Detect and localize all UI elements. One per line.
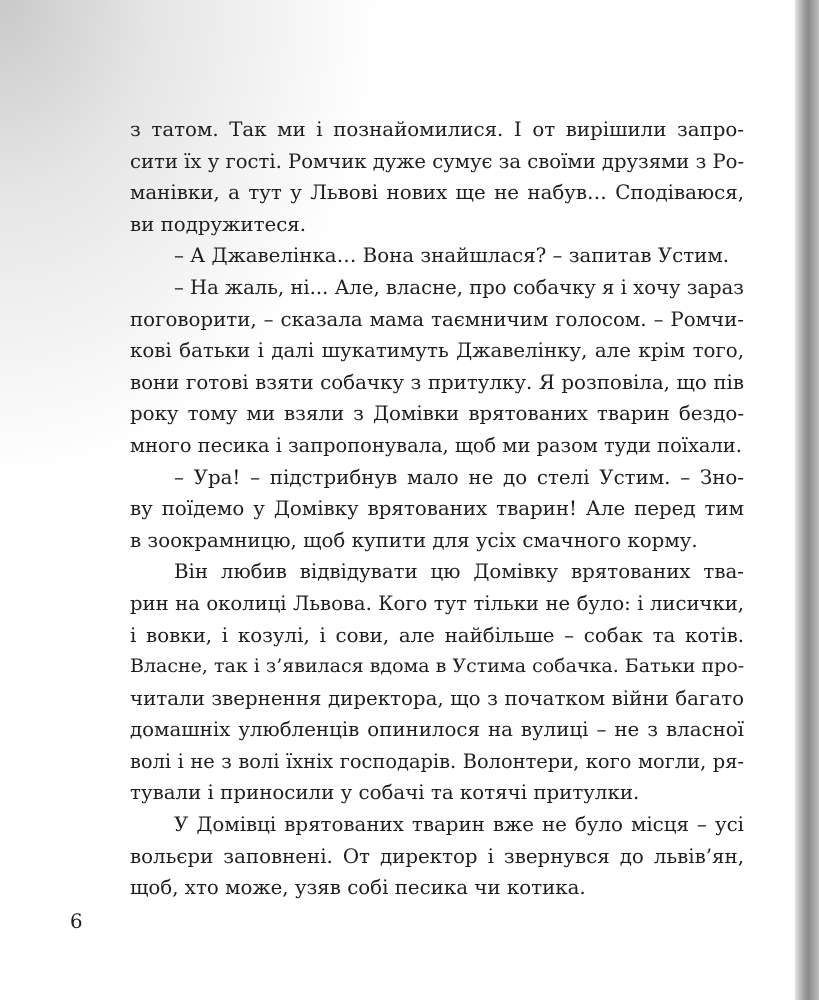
text-line: ву поїдемо у Домівку врятованих тварин! Але перед тим [130, 497, 744, 521]
page-edge-shadow [795, 0, 819, 1000]
page-number: 6 [70, 910, 83, 933]
text-line: кові батьки і далі шукатимуть Джавелінку, але крім того, [130, 339, 744, 363]
text-line: читали звернення директора, що з початком війни багато [130, 686, 744, 710]
text-line: з татом. Так ми і познайомилися. І от вирішили запро- [130, 118, 744, 141]
text-line: Він любив відвідувати цю Домівку врятованих тва- [174, 560, 744, 584]
text-line: щоб, хто може, узяв собі песика чи котика. [130, 876, 586, 900]
text-line: ви подружитеся. [130, 212, 307, 236]
text-line: Власне, так і з’явилася вдома в Устима собачка. Батьки про- [130, 655, 745, 678]
text-line: рин на околиці Львова. Кого тут тільки не було: і лисички, [130, 591, 744, 615]
text-line: – А Джавелінка… Вона знайшлася? – запитав Устим. [174, 244, 729, 268]
text-line: сити їх у гості. Ромчик дуже сумує за своїми друзями з Ро- [130, 149, 745, 173]
text-line: тували і приносили у собачі та котячі притулки. [130, 781, 640, 805]
text-line: і вовки, і козулі, і сови, але найбільше – собак та котів. [130, 623, 744, 647]
text-line: волі і не з волі їхніх господарів. Волонтери, кого могли, ря- [130, 749, 744, 773]
text-line: року тому ми взяли з Домівки врятованих тварин бездо- [130, 402, 744, 426]
text-line: У Домівці врятованих тварин вже не було місця – усі [174, 813, 744, 837]
text-line: домашніх улюбленців опинилося на вулиці – не з власної [130, 718, 744, 742]
text-line: вольєри заповнені. От директор і звернувся до львів’ян, [130, 844, 744, 868]
text-line: в зоокрамницю, щоб купити для усіх смачного корму. [130, 528, 698, 552]
text-line: поговорити, – сказала мама таємничим голосом. – Ромчи- [130, 307, 744, 331]
text-line: – Ура! – підстрибнув мало не до стелі Устим. – Зно- [174, 465, 744, 489]
body-text [130, 114, 744, 904]
text-line: – На жаль, ні... Але, власне, про собачку я і хочу зараз [174, 275, 744, 299]
text-line: вони готові взяти собачку з притулку. Я розповіла, що пів [130, 370, 744, 394]
text-line: манівки, а тут у Львові нових ще не набув… Сподіваюся, [130, 181, 744, 205]
text-line: много песика і запропонувала, щоб ми разом туди поїхали. [130, 433, 742, 457]
